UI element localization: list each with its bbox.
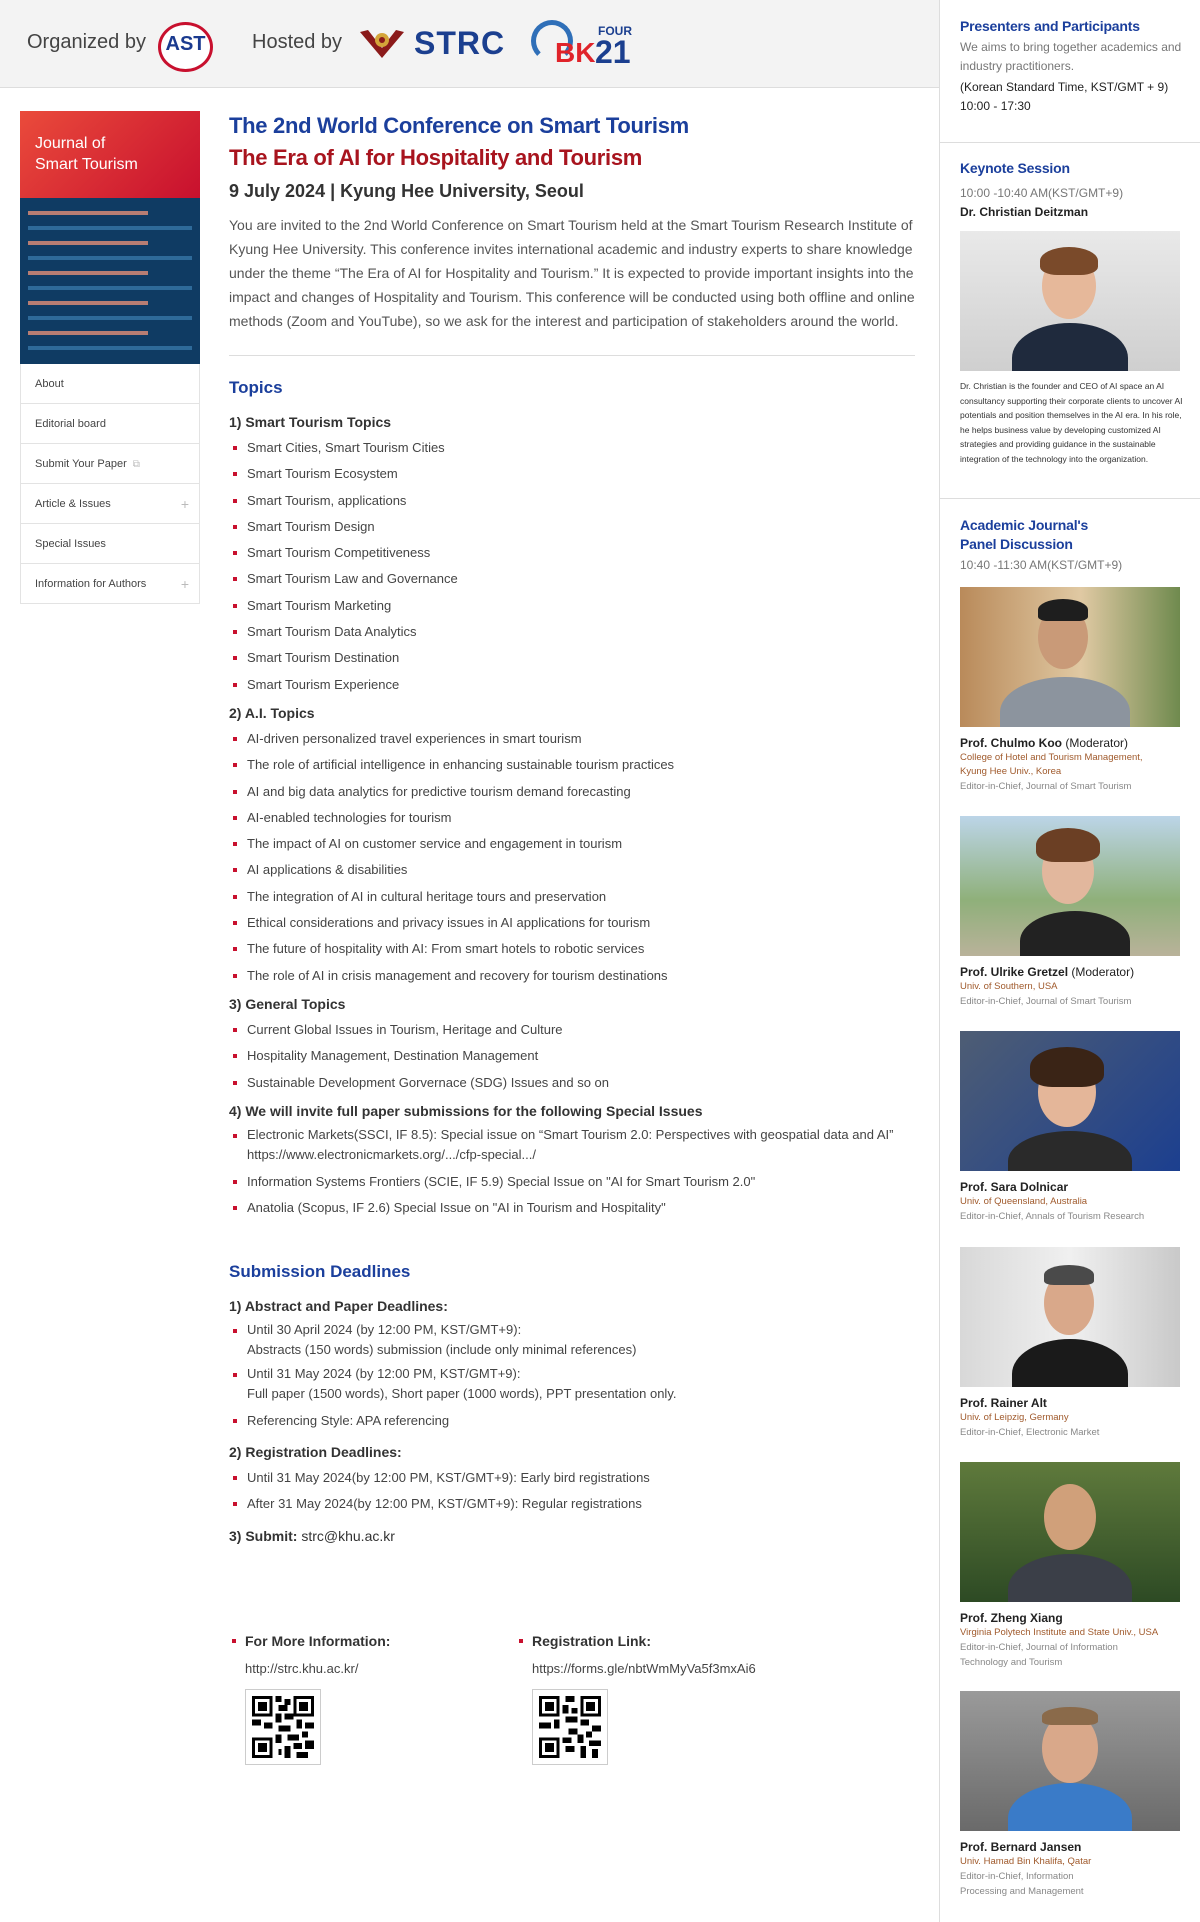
registration-link[interactable]: https://forms.gle/nbtWmMyVa5f3mxAi6 — [532, 1661, 756, 1676]
nav-item-label: Information for Authors — [35, 578, 147, 590]
submission-deadlines-heading: Submission Deadlines — [229, 1262, 411, 1282]
panelist-photo — [960, 587, 1180, 727]
external-link-icon: ⧉ — [132, 459, 140, 470]
conference-title: The 2nd World Conference on Smart Tourism — [229, 113, 689, 138]
abstract-deadlines-heading: 1) Abstract and Paper Deadlines: — [229, 1298, 448, 1315]
list-item: Smart Tourism Marketing — [229, 593, 915, 619]
hosted-by-label: Hosted by — [252, 31, 343, 53]
more-info-link[interactable]: http://strc.khu.ac.kr/ — [245, 1661, 359, 1676]
keynote-speaker-name: Dr. Christian Deitzman — [960, 205, 1089, 219]
deadline-line: Full paper (1500 words), Short paper (1000 words), PPT presentation only. — [247, 1386, 677, 1402]
nav-item-special-issues[interactable] — [20, 524, 200, 564]
topic-group-heading: 2) A.I. Topics — [229, 704, 315, 721]
more-info-qr-code[interactable] — [245, 1689, 321, 1765]
registration-deadlines-heading: 2) Registration Deadlines: — [229, 1443, 402, 1460]
topic-list-general — [229, 1017, 915, 1096]
special-issues-list — [229, 1125, 915, 1222]
panelist-affiliation: Univ. of Queensland, Australia — [960, 1196, 1088, 1207]
deadline-line: Until 30 April 2024 (by 12:00 PM, KST/GMT+9): — [247, 1322, 522, 1338]
strc-logo[interactable]: STRC — [414, 25, 506, 61]
nav-item-submit-paper[interactable] — [20, 444, 200, 484]
list-item: Electronic Markets(SSCI, IF 8.5): Special issue on “Smart Tourism 2.0: Perspectives with geospatial data and AI” https://www.electronicmarkets.org/.../cfp-special.../ — [229, 1125, 915, 1165]
bk21-21: 21 — [595, 34, 631, 70]
list-item: The role of AI in crisis management and recovery for tourism destinations — [229, 963, 915, 989]
panelist-position: Editor-in-Chief, Annals of Tourism Research — [960, 1211, 1145, 1222]
list-item: The future of hospitality with AI: From smart hotels to robotic services — [229, 936, 915, 962]
nav-item-article-issues[interactable] — [20, 484, 200, 524]
bk21-bk: BK — [555, 37, 596, 68]
list-item: After 31 May 2024(by 12:00 PM, KST/GMT+9): Regular registrations — [229, 1491, 915, 1517]
nav-item-label: Article & Issues — [35, 498, 111, 510]
panelist-photo — [960, 1031, 1180, 1171]
keynote-heading: Keynote Session — [960, 160, 1070, 176]
list-item: AI-enabled technologies for tourism — [229, 805, 915, 831]
list-item: AI-driven personalized travel experiences in smart tourism — [229, 726, 915, 752]
presenters-section — [940, 17, 1200, 116]
panelist-photo — [960, 1462, 1180, 1602]
panelist-affiliation: Univ. Hamad Bin Khalifa, Qatar — [960, 1856, 1092, 1867]
list-item: Smart Tourism Law and Governance — [229, 566, 915, 592]
expand-plus-icon[interactable]: + — [180, 576, 189, 592]
journal-cover-title-line1: Journal of — [35, 135, 106, 152]
expand-plus-icon[interactable]: + — [180, 496, 189, 512]
journal-cover-title-line2: Smart Tourism — [35, 156, 138, 173]
deadline-line: Referencing Style: APA referencing — [247, 1413, 450, 1429]
panelist-name: Prof. Sara Dolnicar — [960, 1180, 1069, 1194]
panel-time: 10:40 -11:30 AM(KST/GMT+9) — [960, 558, 1123, 572]
panel-heading-line1: Academic Journal's — [960, 517, 1089, 533]
nav-item-label: Editorial board — [35, 418, 106, 430]
submit-email-link[interactable]: strc@khu.ac.kr — [301, 1528, 395, 1545]
panelist-position: Editor-in-Chief, Journal of Information Technology and Tourism — [960, 1642, 1118, 1668]
topic-group-heading: 1) Smart Tourism Topics — [229, 414, 392, 430]
topics-heading: Topics — [229, 378, 283, 397]
section-divider — [229, 355, 915, 356]
list-item: Hospitality Management, Destination Management — [229, 1043, 915, 1069]
keynote-speaker-photo — [960, 231, 1180, 371]
panelist-photo — [960, 816, 1180, 956]
panelist-name: Prof. Bernard Jansen — [960, 1840, 1082, 1854]
bk21-logo[interactable] — [531, 18, 633, 70]
time-range-text: 10:00 - 17:30 — [960, 99, 1031, 113]
timezone-text: (Korean Standard Time, KST/GMT + 9) — [960, 80, 1169, 94]
side-navigation — [20, 364, 200, 604]
deadline-line: Until 31 May 2024 (by 12:00 PM, KST/GMT+9): — [247, 1366, 521, 1382]
nav-item-about[interactable] — [20, 364, 200, 404]
deadline-line: Abstracts (150 words) submission (include only minimal references) — [247, 1342, 637, 1358]
journal-cover-title — [35, 133, 138, 175]
list-item: Current Global Issues in Tourism, Heritage and Culture — [229, 1017, 915, 1043]
list-item — [229, 1364, 915, 1404]
presenters-text: We aims to bring together academics and industry practitioners. — [960, 40, 1182, 73]
list-item: Smart Cities, Smart Tourism Cities — [229, 435, 915, 461]
journal-cover[interactable] — [20, 111, 200, 364]
site-header — [0, 0, 939, 88]
panelist-affiliation: College of Hotel and Tourism Management, Kyung Hee Univ., Korea — [960, 752, 1143, 777]
panelist-card — [940, 816, 1200, 1009]
panelist-affiliation: Univ. of Southern, USA — [960, 981, 1058, 992]
list-item: Smart Tourism Data Analytics — [229, 619, 915, 645]
list-item: The role of artificial intelligence in enhancing sustainable tourism practices — [229, 752, 915, 778]
panelist-card — [940, 1462, 1200, 1670]
panelist-card — [940, 1031, 1200, 1224]
list-item: Smart Tourism Competitiveness — [229, 540, 915, 566]
panelist-position: Editor-in-Chief, Information Processing and Management — [960, 1871, 1084, 1897]
panelist-card — [940, 1691, 1200, 1899]
panel-heading-line2: Panel Discussion — [960, 536, 1073, 552]
registration-link-label: Registration Link: — [516, 1630, 756, 1652]
panel-section — [940, 516, 1200, 575]
nav-item-information-authors[interactable] — [20, 564, 200, 604]
special-issues-heading: 4) We will invite full paper submissions for the following Special Issues — [229, 1102, 703, 1119]
topic-list-ai — [229, 726, 915, 989]
abstract-deadlines-list — [229, 1320, 915, 1434]
panelist-card — [940, 587, 1200, 794]
list-item: Ethical considerations and privacy issues in AI applications for tourism — [229, 910, 915, 936]
keynote-time: 10:00 -10:40 AM(KST/GMT+9) — [960, 186, 1124, 200]
keynote-section — [940, 159, 1200, 466]
right-sidebar — [939, 0, 1200, 1922]
more-info-label: For More Information: — [229, 1630, 390, 1652]
nav-item-label: Special Issues — [35, 538, 106, 550]
list-item: The integration of AI in cultural heritage tours and preservation — [229, 884, 915, 910]
list-item: AI and big data analytics for predictive tourism demand forecasting — [229, 779, 915, 805]
list-item: Information Systems Frontiers (SCIE, IF 5.9) Special Issue on "AI for Smart Tourism 2.0" — [229, 1169, 915, 1195]
registration-deadlines-list — [229, 1465, 915, 1518]
registration-qr-code[interactable] — [532, 1689, 608, 1765]
list-item — [229, 1408, 915, 1434]
list-item: Smart Tourism, applications — [229, 488, 915, 514]
strc-emblem-icon — [356, 26, 408, 62]
journal-cover-toc — [28, 211, 192, 361]
ast-logo[interactable] — [158, 22, 213, 72]
conference-date-venue: 9 July 2024 | Kyung Hee University, Seoul — [229, 181, 584, 201]
sidebar-divider — [940, 498, 1200, 499]
submit-label: 3) Submit: — [229, 1528, 298, 1545]
registration-link-block — [516, 1630, 756, 1765]
list-item: Anatolia (Scopus, IF 2.6) Special Issue on "AI in Tourism and Hospitality" — [229, 1195, 915, 1221]
bk21-four: FOUR — [598, 24, 632, 38]
list-item — [229, 1320, 915, 1360]
list-item: Sustainable Development Gorvernace (SDG) Issues and so on — [229, 1070, 915, 1096]
list-item: The impact of AI on customer service and engagement in tourism — [229, 831, 915, 857]
panelist-photo — [960, 1247, 1180, 1387]
keynote-speaker-bio: Dr. Christian is the founder and CEO of AI space an AI consultancy supporting their corporate clients to uncover AI potentials and position themselves in the AI era. In his role, he helps business value by developing customized AI strategies and providing guidance in the sustainable integration of the technology into the organization. — [960, 381, 1183, 464]
panelist-name: Prof. Zheng Xiang — [960, 1611, 1063, 1625]
ast-logo-text: AST — [165, 33, 206, 55]
submit-line — [229, 1525, 915, 1547]
main-content — [229, 111, 915, 1547]
conference-subtitle: The Era of AI for Hospitality and Tourism — [229, 145, 643, 170]
nav-item-label: About — [35, 378, 64, 390]
topic-group-heading: 3) General Topics — [229, 995, 346, 1012]
panelist-photo — [960, 1691, 1180, 1831]
list-item: Until 31 May 2024(by 12:00 PM, KST/GMT+9): Early bird registrations — [229, 1465, 915, 1491]
list-item: Smart Tourism Experience — [229, 672, 915, 698]
topic-list-smart-tourism — [229, 435, 915, 698]
list-item: Smart Tourism Ecosystem — [229, 461, 915, 487]
organized-by-label: Organized by — [27, 31, 146, 53]
panelist-name: Prof. Chulmo Koo (Moderator) — [960, 736, 1129, 750]
list-item: Smart Tourism Design — [229, 514, 915, 540]
panelist-position: Editor-in-Chief, Journal of Smart Tourism — [960, 781, 1132, 792]
nav-item-label: Submit Your Paper — [35, 458, 127, 470]
panelist-name: Prof. Ulrike Gretzel (Moderator) — [960, 965, 1135, 979]
panelist-card — [940, 1247, 1200, 1440]
conference-intro: You are invited to the 2nd World Conference on Smart Tourism held at the Smart Tourism Research Institute of Kyung Hee University. This conference invites international academic and industry experts to share knowledge under the theme “The Era of AI for Hospitality and Tourism.” It is expected to provide important insights into the impact and changes of Hospitality and Tourism. This conference will be conducted using both offline and online methods (Zoom and YouTube), so we ask for the interest and participation of stakeholders around the world. — [229, 217, 915, 329]
more-info-block — [229, 1630, 390, 1765]
panelist-name: Prof. Rainer Alt — [960, 1396, 1047, 1410]
panelist-affiliation: Virginia Polytech Institute and State Univ., USA — [960, 1627, 1159, 1638]
nav-item-editorial-board[interactable] — [20, 404, 200, 444]
presenters-heading: Presenters and Participants — [960, 18, 1140, 34]
list-item: AI applications & disabilities — [229, 857, 915, 883]
panelist-position: Editor-in-Chief, Electronic Market — [960, 1427, 1100, 1438]
list-item: Smart Tourism Destination — [229, 645, 915, 671]
sidebar-divider — [940, 142, 1200, 143]
panelist-affiliation: Univ. of Leipzig, Germany — [960, 1412, 1069, 1423]
panelist-position: Editor-in-Chief, Journal of Smart Tourism — [960, 996, 1132, 1007]
